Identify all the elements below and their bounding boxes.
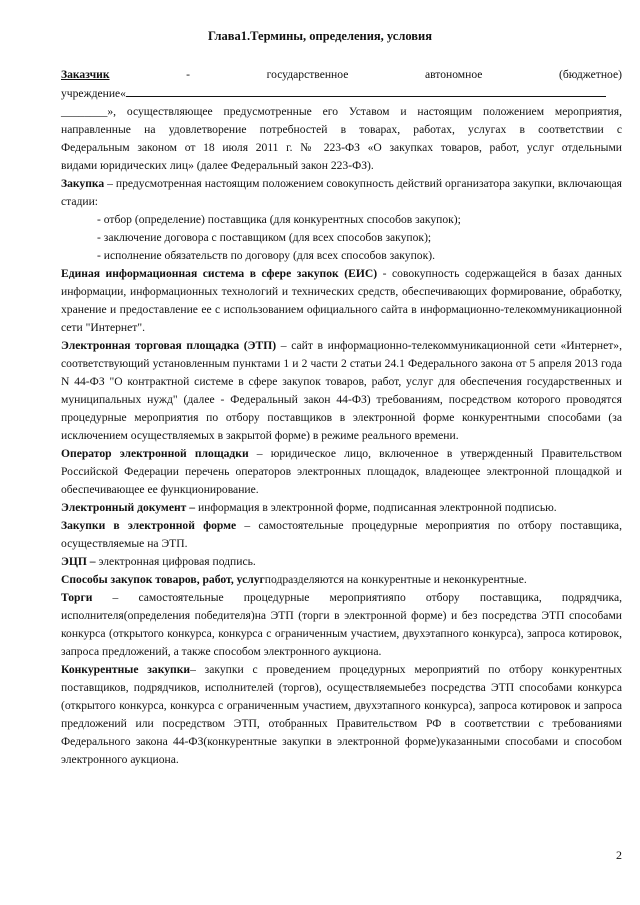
customer-line-2 bbox=[61, 84, 622, 103]
bids-term: Торги bbox=[61, 591, 93, 604]
purchase-text: – предусмотренная настоящим положением совокупность действий организатора закупки, включающая стадии: bbox=[61, 177, 622, 208]
bids-definition bbox=[61, 589, 622, 661]
eds-text: электронная цифровая подпись. bbox=[95, 555, 256, 568]
purchase-stage-item: - исполнение обязательств по договору (для всех способов закупок). bbox=[97, 249, 435, 262]
operator-text: – юридическое лицо, включенное в утвержденный Правительством Российской Федерации перечень операторов электронных площадок, владеющее электронной площадкой и обеспечивающее ее функционирование. bbox=[61, 447, 622, 496]
purchase-stage-item: - заключение договора с поставщиком (для всех способов закупок); bbox=[97, 231, 432, 244]
customer-term: Заказчик bbox=[61, 68, 110, 81]
eis-definition bbox=[61, 265, 622, 337]
edoc-definition bbox=[61, 499, 622, 517]
customer-word-1: государственное bbox=[266, 68, 349, 81]
purchase-stage-item: - отбор (определение) поставщика (для конкурентных способов закупок); bbox=[97, 213, 461, 226]
customer-dash: - bbox=[186, 68, 191, 81]
etp-definition bbox=[61, 337, 622, 445]
eis-text: - совокупность содержащейся в базах данных информации, информационных технологий и технических средств, обеспечивающих формирование, обработку, хранение и предоставление ее с использованием официального сайта в информационно-телекоммуникационной сети "Интернет". bbox=[61, 267, 622, 334]
eforms-term: Закупки в электронной форме bbox=[61, 519, 237, 532]
operator-term: Оператор электронной площадки bbox=[61, 447, 249, 460]
etp-text: – сайт в информационно-телекоммуникационной сети «Интернет», соответствующий установленным пунктами 1 и 2 части 2 статьи 24.1 Федерального закона от 5 апреля 2013 года N 44-ФЗ "О контрактной системе в сфере закупок товаров, работ, услуг для обеспечения государственных и муниципальных нужд" (далее - Федеральный закон 44-ФЗ) требованиям, посредством которого проводятся процедурные мероприятия по отбору поставщиков в электронной форме конкурентными способами (за исключением осуществляемых в закрытой форме) в режиме реального времени. bbox=[61, 339, 622, 442]
customer-line-6: видами юридических лиц» (далее Федеральный закон 223-ФЗ). bbox=[61, 159, 374, 172]
edoc-term: Электронный документ – bbox=[61, 501, 196, 514]
customer-word-3: (бюджетное) bbox=[559, 68, 622, 81]
eis-term: Единая информационная система в сфере закупок (ЕИС) bbox=[61, 267, 378, 280]
customer-line-3-text: », осуществляющее предусмотренные его Уставом и настоящим положением мероприятия, bbox=[107, 105, 622, 118]
chapter-title: Глава1.Термины, определения, условия bbox=[208, 29, 432, 43]
customer-word-2: автономное bbox=[424, 68, 483, 81]
customer-line-5: Федеральным законом от 18 июля 2011 г. № 223-ФЗ «О закупках товаров, работ, услуг отдельными bbox=[61, 141, 622, 154]
methods-term: Способы закупок товаров, работ, услуг bbox=[61, 573, 265, 586]
customer-line-4: направленные на удовлетворение потребностей в товарах, работах, услугах в соответствии с bbox=[61, 123, 622, 136]
eds-definition bbox=[61, 553, 622, 571]
customer-blank-underscores: ________ bbox=[61, 105, 108, 118]
operator-definition bbox=[61, 445, 622, 499]
competitive-definition bbox=[61, 661, 622, 769]
eforms-definition bbox=[61, 517, 622, 553]
customer-line-3 bbox=[61, 103, 622, 121]
edoc-text: информация в электронной форме, подписанная электронной подписью. bbox=[195, 501, 557, 514]
eforms-text: – самостоятельные процедурные мероприятия по отбору поставщика, осуществляемые на ЭТП. bbox=[61, 519, 622, 550]
etp-term: Электронная торговая площадка (ЭТП) bbox=[61, 339, 277, 352]
purchase-definition bbox=[61, 175, 622, 211]
customer-name-blank bbox=[126, 84, 606, 97]
competitive-text: – закупки с проведением процедурных мероприятий по отбору конкурентных поставщиков, подрядчиков, исполнителей (торгов), осуществляемыебез посредства ЭТП способами конкурса (открытого конкурса, конкурса с ограниченным участием, двухэтапного конкурса), запроса котировок и запроса предложений или посредством ЭТП, отобранных Правительством РФ в соответствии с требованиями Федерального закона 44-ФЗ(конкурентные закупки в электронной форме)указанными способами и способом электронного аукциона. bbox=[61, 663, 622, 766]
bids-text: – самостоятельные процедурные мероприятияпо отбору поставщика, подрядчика, исполнителя(определения победителя)на ЭТП (торги в электронной форме) и без посредства ЭТП способами конкурса (открытого конкурса, конкурса с ограниченным участием, двухэтапного конкурса), запроса котировок, запроса предложений, а также способом электронного аукциона. bbox=[61, 591, 622, 658]
eds-term: ЭЦП – bbox=[61, 555, 96, 568]
customer-institution-label: учреждение« bbox=[61, 87, 126, 100]
page-number: 2 bbox=[616, 848, 622, 862]
purchase-stages-list bbox=[61, 211, 622, 265]
document-body bbox=[61, 66, 622, 769]
customer-line-1 bbox=[61, 66, 622, 84]
methods-text: подразделяются на конкурентные и неконкурентные. bbox=[264, 573, 527, 586]
methods-definition bbox=[61, 571, 622, 589]
competitive-term: Конкурентные закупки bbox=[61, 663, 191, 676]
purchase-term: Закупка bbox=[61, 177, 105, 190]
